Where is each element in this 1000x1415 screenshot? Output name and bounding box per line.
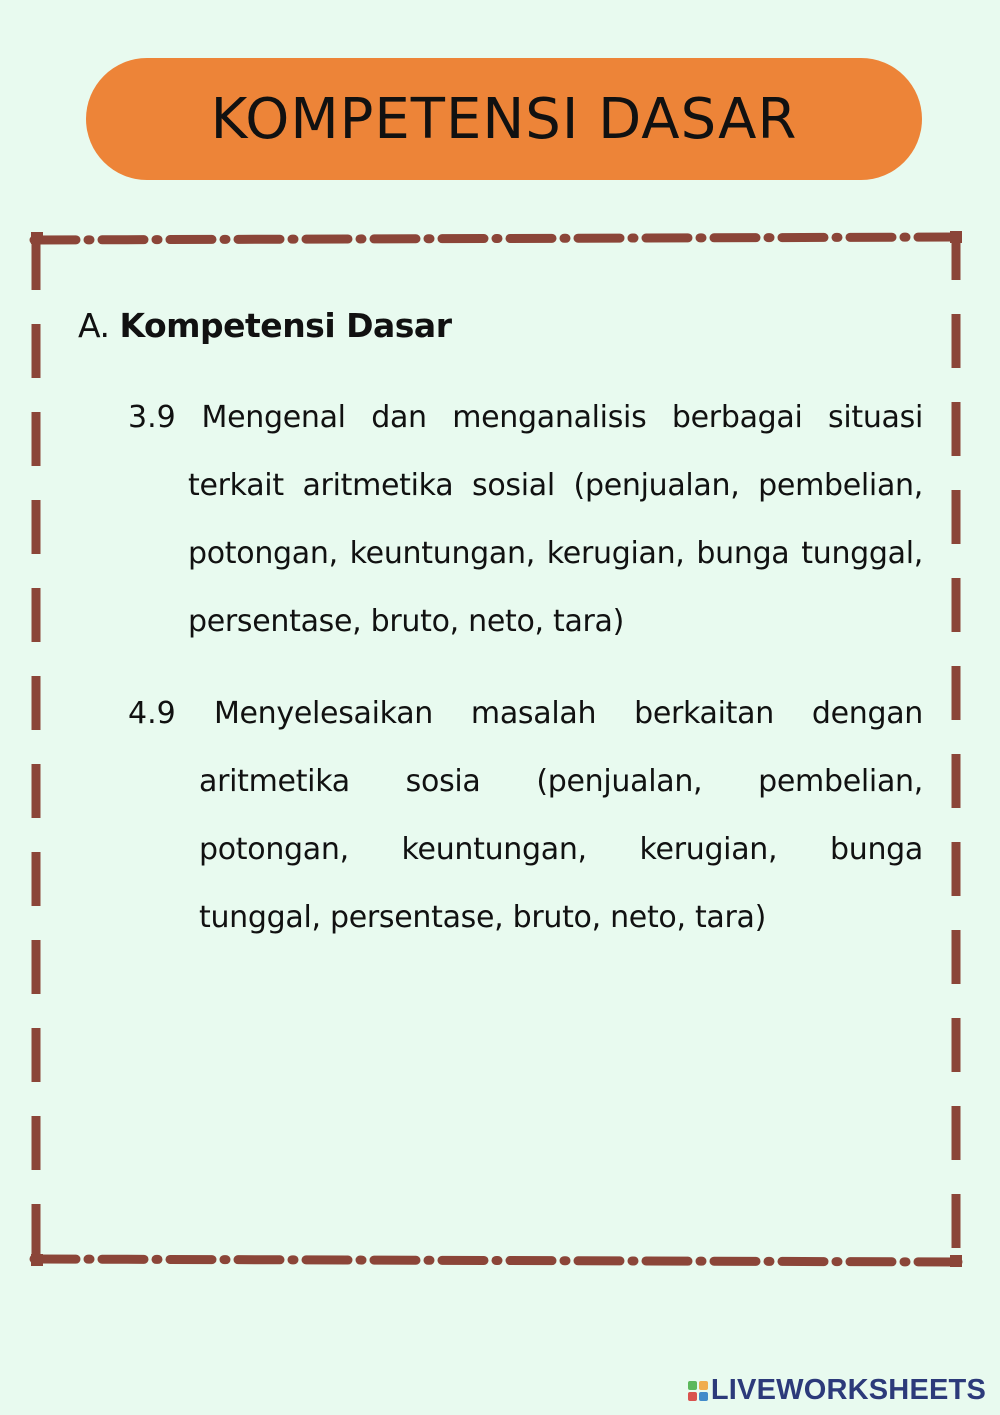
content-area [78,298,923,952]
brand-name: LIVEWORKSHEETS [710,1374,986,1406]
frame-corner-tr [950,231,962,243]
page-title: KOMPETENSI DASAR [210,86,798,152]
frame-corner-br [950,1255,962,1267]
competency-item [128,680,923,952]
brand-footer[interactable] [688,1374,986,1407]
competency-text: Menyelesaikan masalah berkaitan dengan aritmetika sosia (penjualan, pembelian, potongan, keuntungan, kerugian, bunga tunggal, persentase, bruto, neto, tara) [199,696,924,935]
section-heading [78,298,923,354]
liveworksheets-logo-icon [688,1381,708,1401]
frame-corner-tl [31,232,43,244]
logo-square [699,1381,708,1390]
logo-square [699,1392,708,1401]
competency-code: 4.9 [128,696,214,731]
section-letter: A. [78,306,110,345]
competency-text: Mengenal dan menganalisis berbagai situasi terkait aritmetika sosial (penjualan, pembelian, potongan, keuntungan, kerugian, bunga tunggal, persentase, bruto, neto, tara) [188,400,924,639]
frame-corner-bl [31,1254,43,1266]
competency-code: 3.9 [128,400,202,435]
frame-top-edge [34,237,956,240]
section-title: Kompetensi Dasar [119,306,452,345]
competency-item [128,384,923,656]
logo-square [688,1381,697,1390]
frame-bottom-edge [34,1259,958,1262]
logo-square [688,1392,697,1401]
